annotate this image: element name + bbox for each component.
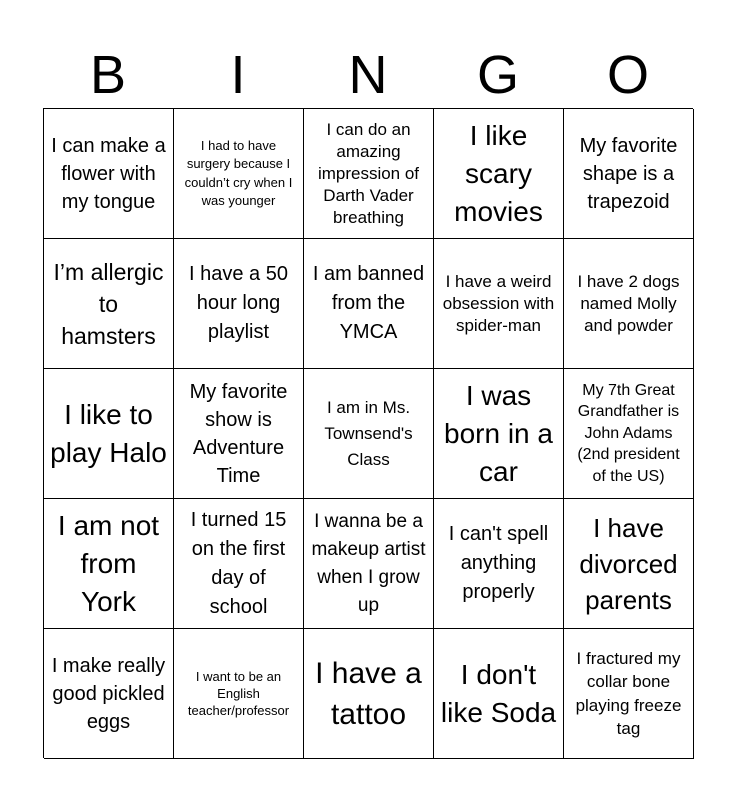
cell-text: I’m allergic to hamsters (53, 258, 164, 349)
header-letter-b: B (89, 45, 127, 105)
bingo-cell[interactable] (434, 239, 564, 369)
cell-text: I am banned from the YMCA (312, 263, 425, 343)
cell-text: I had to have surgery because I couldn’t cry when I was younger (184, 137, 293, 208)
bingo-cell[interactable] (44, 629, 174, 759)
cell-text: I like to play Halo (50, 398, 167, 468)
bingo-cell[interactable] (564, 369, 694, 499)
header-letter-n: N (348, 45, 388, 105)
cell-text: I make really good pickled eggs (51, 654, 166, 733)
bingo-header (43, 42, 693, 108)
bingo-cell[interactable] (434, 499, 564, 629)
bingo-cell[interactable] (434, 629, 564, 759)
bingo-cell[interactable] (304, 369, 434, 499)
bingo-cell[interactable] (564, 239, 694, 369)
bingo-cell[interactable] (304, 499, 434, 629)
bingo-cell[interactable] (564, 629, 694, 759)
bingo-cell[interactable] (564, 109, 694, 239)
bingo-cell[interactable] (174, 629, 304, 759)
bingo-cell[interactable] (434, 109, 564, 239)
bingo-cell[interactable] (304, 239, 434, 369)
bingo-cell[interactable] (304, 109, 434, 239)
cell-text: I am in Ms. Townsend's Class (324, 397, 413, 469)
cell-text: I can make a flower with my tongue (51, 134, 166, 213)
cell-text: I can't spell anything properly (448, 523, 549, 603)
cell-text: I like scary movies (454, 119, 543, 227)
bingo-cell[interactable] (434, 369, 564, 499)
bingo-cell[interactable] (174, 109, 304, 239)
cell-text: I was born in a car (444, 379, 553, 487)
bingo-cell[interactable] (44, 369, 174, 499)
bingo-cell[interactable] (174, 239, 304, 369)
cell-text: My favorite show is Adventure Time (189, 380, 288, 487)
bingo-cell[interactable] (44, 109, 174, 239)
header-letter-g: G (476, 45, 519, 105)
bingo-cell[interactable] (174, 369, 304, 499)
bingo-grid (43, 108, 693, 758)
cell-text: I can do an amazing impression of Darth Vader breathing (317, 119, 420, 227)
cell-text: My favorite shape is a trapezoid (579, 134, 678, 213)
cell-text: I have divorced parents (579, 512, 678, 615)
cell-text: I don't like Soda (440, 658, 557, 728)
cell-text: I am not from York (57, 509, 160, 617)
cell-text: I turned 15 on the first day of school (190, 508, 287, 618)
header-letter-o: O (606, 45, 649, 105)
cell-text: My 7th Great Grandfather is John Adams (2nd president of the US) (577, 381, 680, 485)
cell-text: I have a weird obsession with spider-man (442, 271, 555, 335)
header-letter-i: I (230, 45, 246, 105)
bingo-cell[interactable] (564, 499, 694, 629)
cell-text: I have a 50 hour long playlist (189, 263, 288, 343)
cell-text: I have 2 dogs named Molly and powder (577, 271, 680, 335)
bingo-cell[interactable] (174, 499, 304, 629)
cell-text: I fractured my collar bone playing freeze tag (575, 648, 682, 738)
cell-text: I want to be an English teacher/professor (187, 669, 290, 718)
bingo-cell[interactable] (44, 239, 174, 369)
bingo-cell[interactable] (304, 629, 434, 759)
cell-text: I have a tattoo (315, 656, 422, 731)
bingo-cell[interactable] (44, 499, 174, 629)
cell-text: I wanna be a makeup artist when I grow up (311, 510, 426, 616)
